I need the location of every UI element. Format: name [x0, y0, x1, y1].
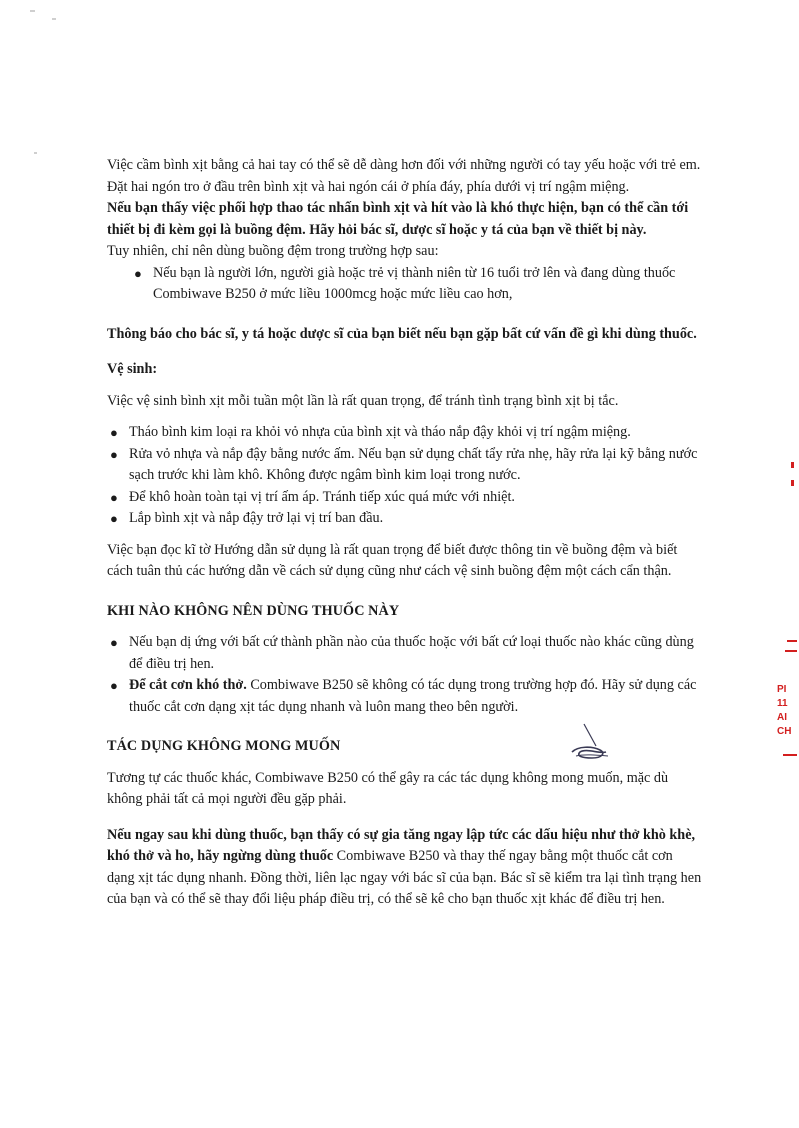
paragraph-holding-inhaler: Việc cầm bình xịt bằng cả hai tay có thể sẽ dễ dàng hơn đối với những người có tay yếu hoặc với trẻ em. Đặt hai ngón tro ở đầu trên bình xịt và hai ngón cái ở phía đáy, phía dưới vị trí ngậm miệng.: [107, 157, 701, 195]
list-item: ● Nếu bạn là người lớn, người già hoặc trẻ vị thành niên từ 16 tuổi trở lên và đang dùng thuốc Combiwave B250 ở mức liều 1000mcg hoặc mức liều cao hơn,: [134, 264, 676, 302]
stamp-line: PI: [777, 684, 787, 695]
stamp-line: CH: [777, 726, 792, 737]
hygiene-list: [107, 422, 702, 530]
bullet-icon: ●: [110, 678, 118, 693]
paragraph-spacer-advice: Nếu bạn thấy việc phối hợp thao tác nhấn bình xịt và hít vào là khó thực hiện, bạn có thể cần tới thiết bị đi kèm gọi là buồng đệm. Hãy hỏi bác sĩ, dược sĩ hoặc y tá của bạn về thiết bị này.: [107, 200, 689, 238]
list-item: ● Để khô hoàn toàn tại vị trí ấm áp. Tránh tiếp xúc quá mức với nhiệt.: [107, 487, 702, 509]
list-item: ● Rửa vỏ nhựa và nắp đậy bằng nước ấm. Nếu bạn sử dụng chất tẩy rửa nhẹ, hãy rửa lại kỹ bằng nước sạch trước khi làm khô. Không được ngâm bình kim loại trong nước.: [110, 445, 698, 483]
list-item: ● Lắp bình xịt và nắp đậy trở lại vị trí ban đầu.: [107, 508, 702, 530]
stamp-fragment: [777, 462, 799, 486]
paragraph-read-leaflet: Việc bạn đọc kĩ tờ Hướng dẫn sử dụng là rất quan trọng để biết được thông tin về buồng đệm và biết cách tuân thủ các hướng dẫn về cách sử dụng cũng như cách vệ sinh buồng đệm một cách cẩn thận.: [107, 541, 678, 579]
bullet-icon: ●: [110, 425, 118, 440]
stamp-line: AI: [777, 712, 787, 723]
paragraph-notify-doctor: Thông báo cho bác sĩ, y tá hoặc dược sĩ của bạn biết nếu bạn gặp bất cứ vấn đề gì khi dùng thuốc.: [107, 325, 697, 342]
paragraph-side-effects-intro: Tương tự các thuốc khác, Combiwave B250 có thể gây ra các tác dụng không mong muốn, mặc dù không phải tất cả mọi người đều gặp phải.: [107, 769, 669, 807]
paragraph-bronchospasm-warning: Nếu ngay sau khi dùng thuốc, bạn thấy có sự gia tăng ngay lập tức các dấu hiệu như thở khò khè, khó thở và ho, hãy ngừng dùng thuốc Combiwave B250 và thay thế ngay bằng một thuốc cắt cơn dạng xịt tác dụng nhanh. Đồng thời, liên lạc ngay với bác sĩ của bạn. Bác sĩ sẽ kiểm tra lại tình trạng hen của bạn và có thể sẽ thay đổi liệu pháp điều trị, có thể sẽ kê cho bạn thuốc xịt khác để điều trị hen.: [107, 826, 702, 907]
bullet-icon: ●: [110, 446, 118, 462]
scan-speck: [34, 152, 37, 154]
scan-speck: [52, 18, 56, 20]
section-title-contraindications: KHI NÀO KHÔNG NÊN DÙNG THUỐC NÀY: [107, 602, 400, 619]
paragraph-hygiene-intro: Việc vệ sinh bình xịt mỗi tuần một lần là rất quan trọng, để tránh tình trạng bình xịt bị tắc.: [107, 392, 619, 409]
spacer-condition-list: [107, 263, 702, 306]
stamp-fragment: [777, 640, 799, 652]
scan-speck: [30, 10, 35, 12]
bullet-icon: ●: [110, 635, 118, 650]
contraindications-list: [107, 632, 702, 718]
list-item: ● Tháo bình kim loại ra khỏi vỏ nhựa của bình xịt và tháo nắp đậy khỏi vị trí ngậm miệng.: [107, 422, 702, 444]
bullet-icon: ●: [110, 489, 118, 505]
section-title-hygiene: Vệ sinh:: [107, 361, 158, 377]
section-title-side-effects: TÁC DỤNG KHÔNG MONG MUỐN: [107, 738, 341, 754]
bullet-icon: ●: [134, 265, 142, 281]
list-item: ● Để cắt cơn khó thở. Combiwave B250 sẽ không có tác dụng trong trường hợp đó. Hãy sử dụng các thuốc cắt cơn dạng xịt tác dụng nhanh và luôn mang theo bên người.: [110, 677, 697, 715]
bullet-icon: ●: [110, 511, 118, 526]
list-item: ● Nếu bạn dị ứng với bất cứ thành phần nào của thuốc hoặc với bất cứ loại thuốc nào khác cũng dùng để điều trị hen.: [110, 634, 694, 672]
document-page: [107, 155, 702, 911]
paragraph-spacer-condition: Tuy nhiên, chỉ nên dùng buồng đệm trong trường hợp sau:: [107, 243, 439, 259]
stamp-text: [777, 684, 799, 756]
stamp-line: 11: [777, 698, 788, 709]
